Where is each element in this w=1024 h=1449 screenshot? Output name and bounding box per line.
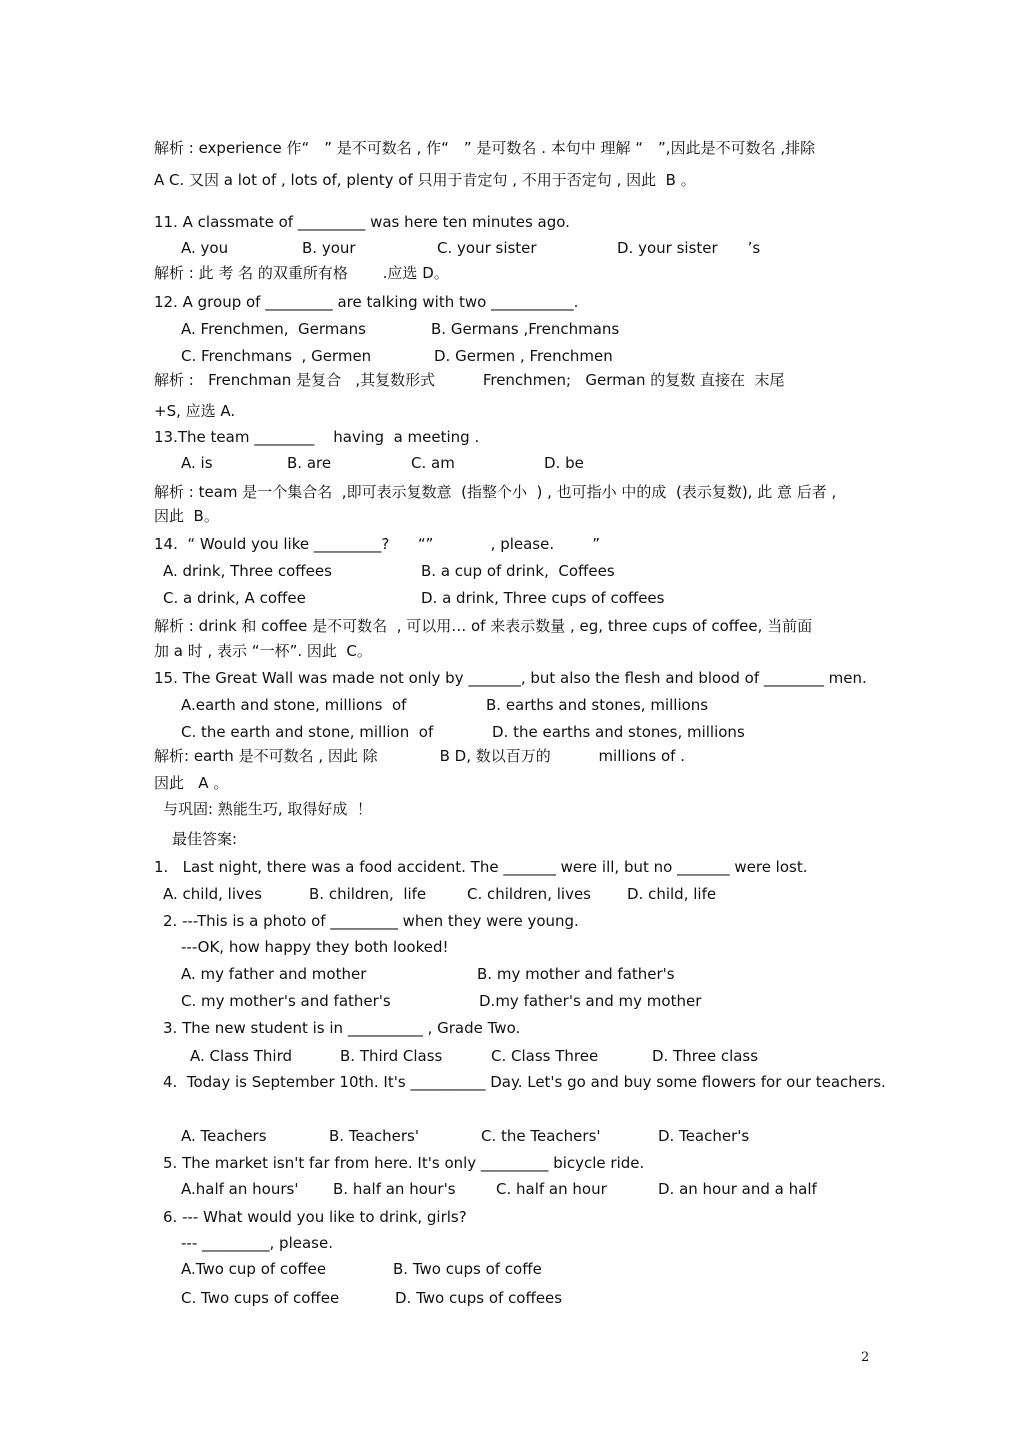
practice-3-stem: 3. The new student is in __________ , Grade Two. [163, 1019, 521, 1037]
question-12-option-c: C. Frenchmans , Germen [181, 347, 372, 365]
question-15-explanation-line1: 解析: earth 是不可数名 , 因此 除 B D, 数以百万的 millions of . [154, 747, 685, 765]
question-14-stem: 14. “ Would you like _________? “” , please. ” [154, 535, 601, 553]
practice-2-stem: 2. ---This is a photo of _________ when they were young. [163, 912, 579, 930]
question-12-option-b: B. Germans ,Frenchmans [431, 320, 620, 338]
question-15-stem: 15. The Great Wall was made not only by _______, but also the flesh and blood of ________ men. [154, 669, 867, 687]
question-14-option-a: A. drink, Three coffees [163, 562, 332, 580]
practice-5-option-b: B. half an hour's [333, 1180, 456, 1198]
practice-3-option-d: D. Three class [652, 1047, 759, 1065]
question-13-explanation-line1: 解析 : team 是一个集合名 ,即可表示复数意 (指整个小 ) , 也可指小 中的成 (表示复数), 此 意 后者 , [154, 483, 837, 501]
practice-1-option-b: B. children, life [309, 885, 427, 903]
practice-2-option-c: C. my mother's and father's [181, 992, 391, 1010]
practice-6-option-d: D. Two cups of coffees [395, 1289, 563, 1307]
question-11-option-a: A. you [181, 239, 229, 257]
practice-5-option-c: C. half an hour [496, 1180, 607, 1198]
question-11-option-c: C. your sister [437, 239, 537, 257]
question-13-option-b: B. are [287, 454, 332, 472]
practice-3-option-b: B. Third Class [340, 1047, 443, 1065]
question-12-explanation-line1: 解析 : Frenchman 是复合 ,其复数形式 Frenchmen; German 的复数 直接在 末尾 [154, 371, 785, 389]
practice-1-option-c: C. children, lives [467, 885, 591, 903]
question-15-option-c: C. the earth and stone, million of [181, 723, 434, 741]
practice-4-option-d: D. Teacher's [658, 1127, 750, 1145]
intro-explanation-line2: A C. 又因 a lot of , lots of, plenty of 只用于肯定句 , 不用于否定句 , 因此 B 。 [154, 171, 696, 189]
practice-4-option-c: C. the Teachers' [481, 1127, 601, 1145]
practice-6-stem: 6. --- What would you like to drink, girls? [163, 1208, 467, 1226]
practice-4-option-b: B. Teachers' [329, 1127, 419, 1145]
question-11-option-d: D. your sister ’s [617, 239, 761, 257]
practice-4-option-a: A. Teachers [181, 1127, 267, 1145]
practice-2-reply: ---OK, how happy they both looked! [181, 938, 449, 956]
practice-6-option-b: B. Two cups of coffe [393, 1260, 542, 1278]
practice-1-option-a: A. child, lives [163, 885, 262, 903]
practice-4-stem: 4. Today is September 10th. It's __________ Day. Let's go and buy some flowers for our teachers. [163, 1073, 886, 1091]
question-13-stem: 13.The team ________ having a meeting . [154, 428, 480, 446]
practice-1-stem: 1. Last night, there was a food accident. The _______ were ill, but no _______ were lost. [154, 858, 808, 876]
practice-6-option-c: C. Two cups of coffee [181, 1289, 340, 1307]
practice-5-stem: 5. The market isn't far from here. It's only _________ bicycle ride. [163, 1154, 645, 1172]
practice-3-option-c: C. Class Three [491, 1047, 599, 1065]
question-11-explanation: 解析 : 此 考 名 的双重所有格 .应选 D。 [154, 264, 449, 282]
practice-2-option-d: D.my father's and my mother [479, 992, 702, 1010]
question-14-option-c: C. a drink, A coffee [163, 589, 306, 607]
question-15-explanation-line2: 因此 A 。 [154, 774, 229, 792]
practice-2-option-a: A. my father and mother [181, 965, 367, 983]
intro-explanation-line1: 解析 : experience 作“ ” 是不可数名 , 作“ ” 是可数名 . 本句中 理解 “ ”,因此是不可数名 ,排除 [154, 139, 816, 157]
answer-section-title: 最佳答案: [172, 830, 238, 848]
practice-3-option-a: A. Class Third [190, 1047, 293, 1065]
question-13-option-c: C. am [411, 454, 455, 472]
question-13-option-a: A. is [181, 454, 213, 472]
practice-6-reply: --- _________, please. [181, 1234, 333, 1252]
question-14-explanation-line2: 加 a 时 , 表示 “一杯”. 因此 C。 [154, 642, 372, 660]
question-15-option-b: B. earths and stones, millions [486, 696, 709, 714]
question-12-explanation-line2: +S, 应选 A. [154, 402, 236, 420]
question-14-explanation-line1: 解析 : drink 和 coffee 是不可数名 , 可以用… of 来表示数量 , eg, three cups of coffee, 当前面 [154, 617, 813, 635]
question-12-option-d: D. Germen , Frenchmen [434, 347, 613, 365]
practice-1-option-d: D. child, life [627, 885, 717, 903]
question-15-option-a: A.earth and stone, millions of [181, 696, 407, 714]
question-12-stem: 12. A group of _________ are talking with two ___________. [154, 293, 579, 311]
question-15-option-d: D. the earths and stones, millions [492, 723, 745, 741]
question-11-stem: 11. A classmate of _________ was here ten minutes ago. [154, 213, 570, 231]
page-number: 2 [861, 1350, 870, 1365]
practice-6-option-a: A.Two cup of coffee [181, 1260, 327, 1278]
question-13-option-d: D. be [544, 454, 584, 472]
question-14-option-b: B. a cup of drink, Coffees [421, 562, 615, 580]
question-13-explanation-line2: 因此 B。 [154, 507, 219, 525]
practice-5-option-d: D. an hour and a half [658, 1180, 817, 1198]
practice-section-title: 与巩固: 熟能生巧, 取得好成 ！ [163, 800, 372, 818]
question-12-option-a: A. Frenchmen, Germans [181, 320, 366, 338]
practice-5-option-a: A.half an hours' [181, 1180, 299, 1198]
question-14-option-d: D. a drink, Three cups of coffees [421, 589, 665, 607]
practice-2-option-b: B. my mother and father's [477, 965, 675, 983]
question-11-option-b: B. your [302, 239, 356, 257]
